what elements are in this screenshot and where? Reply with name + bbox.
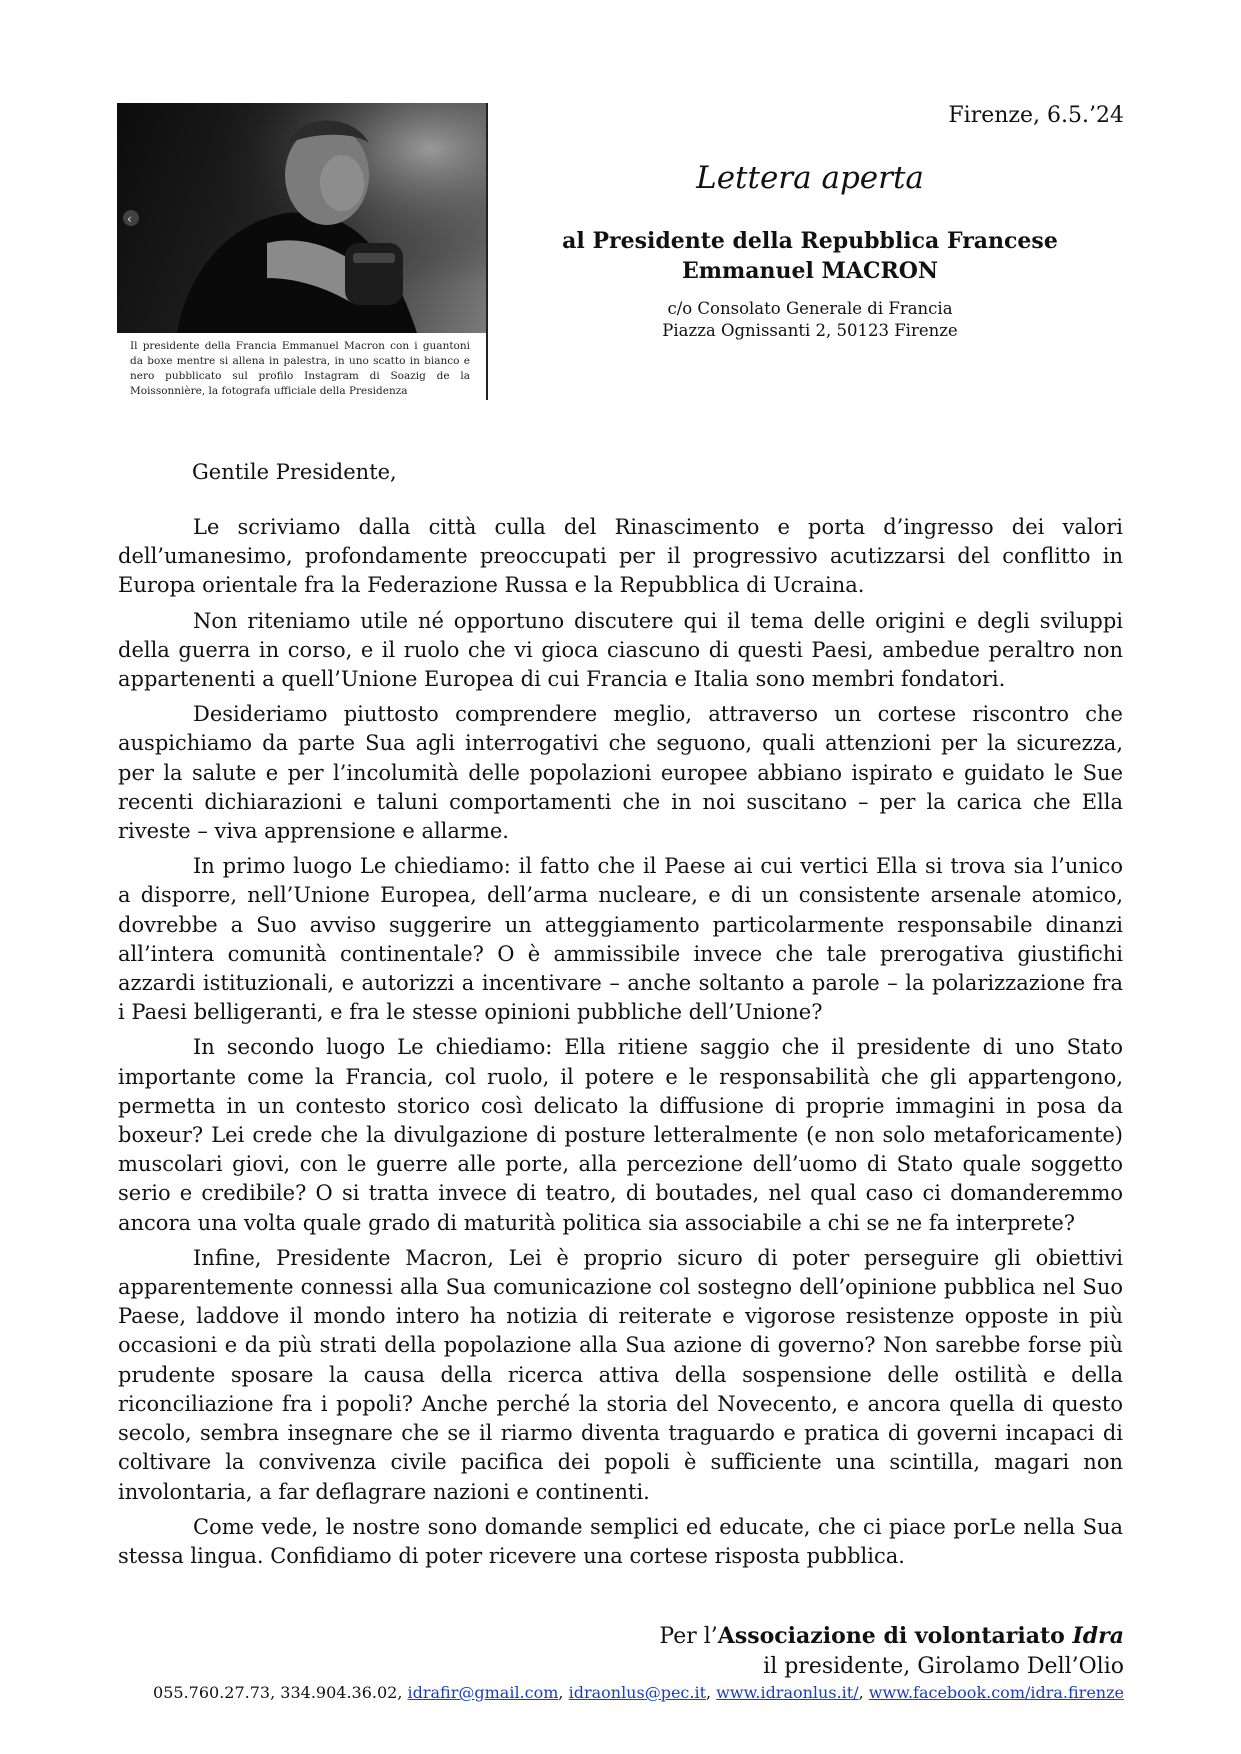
signature-prefix: Per l’: [659, 1624, 718, 1649]
letter-date: Firenze, 6.5.’24: [948, 103, 1124, 128]
signature-signer: il presidente, Girolamo Dell’Olio: [763, 1654, 1124, 1679]
letter-body: [118, 513, 1123, 1577]
recipient: [540, 226, 1080, 286]
svg-text:‹: ‹: [127, 212, 132, 226]
recipient-address: [580, 298, 1040, 342]
recipient-line-1: al Presidente della Repubblica Francese: [562, 228, 1058, 254]
paragraph: In secondo luogo Le chiediamo: Ella ritiene saggio che il presidente di uno Stato importante come la Francia, col ruolo, il potere e le responsabilità che gli appartengono, permetta in un contesto storico così delicato la diffusione di proprie immagini in posa da boxeur? Lei crede che la divulgazione di posture letteralmente (e non solo metaforicamente) muscolari giovi, con le guerre alle porte, alla percezione dell’uomo di Stato quale soggetto serio e credibile? O si tratta invece di teatro, di boutades, nel qual caso ci domanderemmo ancora una volta quale grado di maturità politica sia associabile a chi se ne fa interprete?: [118, 1035, 1123, 1235]
footer-link-email[interactable]: idrafir@gmail.com: [407, 1683, 559, 1702]
greeting: Gentile Presidente,: [192, 460, 397, 484]
address-line-2: Piazza Ognissanti 2, 50123 Firenze: [662, 321, 958, 340]
paragraph: Infine, Presidente Macron, Lei è proprio sicuro di poter perseguire gli obiettivi apparentemente connessi alla Sua comunicazione col sostegno dell’opinione pubblica nel Suo Paese, laddove il mondo intero ha notizia di reiterate e vigorose resistenze opposte in più occasioni e da più strati della popolazione alla Sua azione di governo? Non sarebbe forse più prudente sposare la causa della ricerca attiva della sospensione delle ostilità e della riconciliazione fra i popoli? Anche perché la storia del Novecento, e ancora quella di questo secolo, sembra insegnare che se il riarmo diventa traguardo e pratica di governi incapaci di coltivare la convivenza civile pacifica dei popoli è sufficiente una scintilla, magari non involontaria, a far deflagrare nazioni e continenti.: [118, 1245, 1123, 1504]
signature-org-name: Idra: [1072, 1623, 1124, 1649]
footer-link-facebook[interactable]: www.facebook.com/idra.firenze: [868, 1683, 1124, 1702]
paragraph: Come vede, le nostre sono domande semplici ed educate, che ci piace porLe nella Sua stessa lingua. Confidiamo di poter ricevere una cortese risposta pubblica.: [118, 1514, 1123, 1568]
footer-link-website[interactable]: www.idraonlus.it/: [716, 1683, 859, 1702]
photo-illustration-icon: [117, 103, 486, 333]
paragraph: Desideriamo piuttosto comprendere meglio, attraverso un cortese riscontro che auspichiamo da parte Sua agli interrogativi che seguono, quali attenzioni per la sicurezza, per la salute e per l’incolumità delle popolazioni europee abbiano ispirato e guidato le Sue recenti dichiarazioni e taluni comportamenti che in noi suscitano – per la carica che Ella riveste – viva apprensione e allarme.: [118, 702, 1123, 844]
paragraph: In primo luogo Le chiediamo: il fatto che il Paese ai cui vertici Ella si trova sia l’unico a disporre, nell’Unione Europea, dell’arma nucleare, e di un consistente arsenale atomico, dovrebbe a Suo avviso suggerire un atteggiamento particolarmente responsabile dinanzi all’intera comunità continentale? O è ammissibile invece che tale prerogativa giustifichi azzardi istituzionali, e autorizzi a incentivare – anche soltanto a parole – la polarizzazione fra i Paesi belligeranti, e fra le stesse opinioni pubbliche dell’Unione?: [118, 854, 1123, 1025]
signature-org: Associazione di volontariato: [717, 1623, 1073, 1649]
footer-link-pec[interactable]: idraonlus@pec.it: [568, 1683, 706, 1702]
paragraph: Non riteniamo utile né opportuno discutere qui il tema delle origini e degli sviluppi della guerra in corso, e il ruolo che vi gioca ciascuno di questi Paesi, ambedue peraltro non appartenenti a quell’Unione Europea di cui Francia e Italia sono membri fondatori.: [118, 608, 1123, 692]
signature-org-line: [659, 1621, 1124, 1652]
paragraph: Le scriviamo dalla città culla del Rinascimento e porta d’ingresso dei valori dell’umanesimo, profondamente preoccupati per il progressivo acutizzarsi del conflitto in Europa orientale fra la Federazione Russa e la Repubblica di Ucraina.: [118, 515, 1123, 598]
footer-phones: 055.760.27.73, 334.904.36.02,: [153, 1683, 408, 1702]
boxing-photo: [117, 103, 486, 333]
address-line-1: c/o Consolato Generale di Francia: [667, 299, 953, 318]
signature: [659, 1621, 1124, 1682]
recipient-line-2: Emmanuel MACRON: [681, 258, 939, 284]
photo-caption: Il presidente della Francia Emmanuel Macron con i guantoni da boxe mentre si allena in palestra, in uno scatto in bianco e nero pubblicato sul profilo Instagram di Soazig de la Moissonnière, la fotografa ufficiale della Presidenza: [130, 340, 470, 397]
photo-divider: [486, 103, 488, 400]
letter-title: Lettera aperta: [696, 160, 924, 196]
contact-footer: 055.760.27.73, 334.904.36.02, idrafir@gmail.com, idraonlus@pec.it, www.idraonlus.it/, www.facebook.com/idra.firenze: [153, 1683, 1124, 1702]
